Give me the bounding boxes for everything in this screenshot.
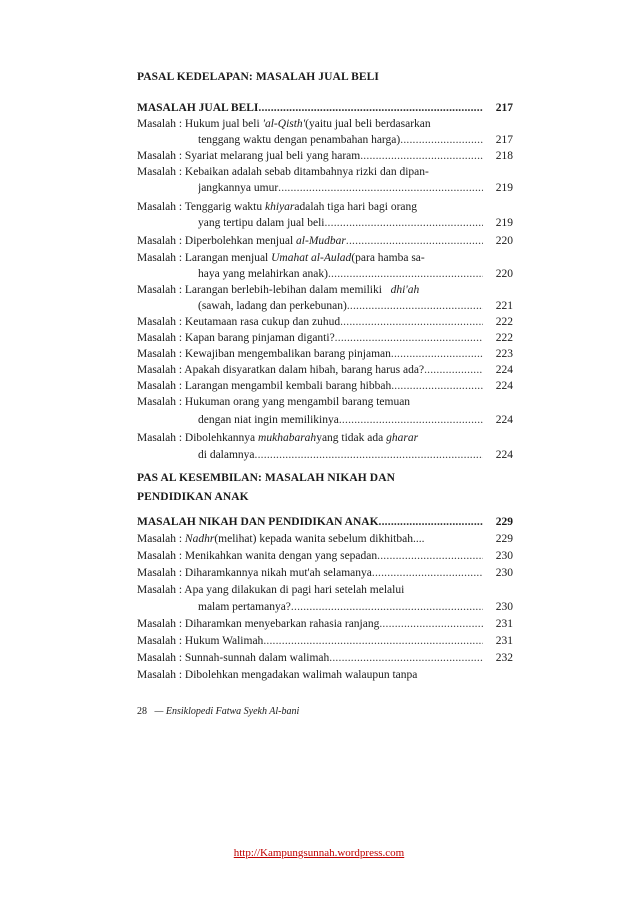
entry-text: Masalah : Kewajiban mengembalikan barang pinjaman <box>137 348 391 360</box>
leader-dots <box>379 616 483 632</box>
section-title: MASALAH NIKAH DAN PENDIDIKAN ANAK <box>137 516 379 528</box>
page-number: 217 <box>495 134 513 146</box>
page-number: 231 <box>495 618 513 630</box>
leader-dots <box>339 412 483 428</box>
toc-entry-line <box>137 314 513 330</box>
entry-text: Masalah : Dibolehkannya <box>137 432 256 444</box>
entry-text: Masalah : Diharamkan menyebarkan rahasia ranjang <box>137 618 380 630</box>
chapter-title-line: PENDIDIKAN ANAK <box>137 491 249 503</box>
entry-text: Masalah : Hukuman orang yang mengambil barang temuan <box>137 396 411 408</box>
leader-dots <box>328 266 483 282</box>
page-number: 219 <box>495 217 513 229</box>
entry-text: Masalah : Keutamaan rasa cukup dan zuhud <box>137 316 341 328</box>
leader-dots <box>347 298 483 314</box>
leader-dots <box>391 378 483 394</box>
toc-entry-line <box>137 650 513 666</box>
entry-text: yang tertipu dalam jual beli <box>198 217 325 229</box>
entry-text: (yaitu jual beli berdasarkan <box>305 118 431 130</box>
toc-entry-line <box>137 116 513 132</box>
entry-text: dengan niat ingin memilikinya <box>198 414 339 426</box>
toc-entry-line <box>137 565 513 581</box>
toc-entry-line <box>137 548 513 564</box>
entry-italic: gharar <box>386 432 419 444</box>
toc-entry-line <box>137 330 513 346</box>
leader-dots <box>340 314 483 330</box>
page-number: 229 <box>495 533 513 545</box>
toc-entry-line <box>137 582 513 598</box>
toc-entry-line <box>137 250 513 266</box>
entry-text: Masalah : Diharamkannya nikah mut'ah selamanya <box>137 567 372 579</box>
toc-entry-line <box>137 346 513 362</box>
page-number: 230 <box>495 567 513 579</box>
toc-entry-line <box>137 394 513 410</box>
entry-text: Masalah : Sunnah-sunnah dalam walimah <box>137 652 330 664</box>
page-number: 230 <box>495 550 513 562</box>
section-title: MASALAH JUAL BELI <box>137 102 259 114</box>
leader-dots <box>346 233 483 249</box>
page-number: 224 <box>495 380 513 392</box>
page-number: 217 <box>495 102 513 114</box>
toc-entry-line <box>137 412 513 428</box>
toc-entry-line <box>137 215 513 231</box>
toc-entry-line <box>137 599 513 615</box>
toc-entry-line <box>137 447 513 463</box>
entry-text: Masalah : Larangan menjual <box>137 252 269 264</box>
entry-italic: Nadhr <box>184 533 215 545</box>
toc-entry-line <box>137 233 513 249</box>
toc-entry-line <box>137 282 513 298</box>
chapter-title-line: PAS AL KESEMBILAN: MASALAH NIKAH DAN <box>137 472 396 484</box>
toc-entry-line <box>137 362 513 378</box>
toc-entry-line <box>137 266 513 282</box>
leader-dots <box>258 100 483 116</box>
page-number: 218 <box>495 150 513 162</box>
entry-text: Masalah : Kapan barang pinjaman diganti? <box>137 332 335 344</box>
entry-text: (melihat) kepada wanita sebelum dikhitbah.... <box>214 533 425 545</box>
entry-text: Masalah : <box>137 533 183 545</box>
page-number: 219 <box>495 182 513 194</box>
toc-entry-line <box>137 132 513 148</box>
leader-dots <box>377 548 483 564</box>
entry-text: Masalah : Diperbolehkan menjual <box>137 235 294 247</box>
entry-text: tenggang waktu dengan penambahan harga) <box>198 134 401 146</box>
page-number: 231 <box>495 635 513 647</box>
entry-text: Masalah : Larangan berlebih-lebihan dalam memiliki <box>137 284 382 296</box>
page-number: 223 <box>495 348 513 360</box>
website-link[interactable]: http://Kampungsunnah.wordpress.com <box>233 847 405 859</box>
entry-text: haya yang melahirkan anak) <box>198 268 328 280</box>
leader-dots <box>360 148 483 164</box>
page-number: 222 <box>495 316 513 328</box>
leader-dots <box>391 346 483 362</box>
toc-entry-line <box>137 199 513 215</box>
entry-text: Masalah : Apakah disyaratkan dalam hibah, barang harus ada? <box>137 364 425 376</box>
entry-text: adalah tiga hari bagi orang <box>294 201 418 213</box>
section-row <box>137 100 513 116</box>
toc-entry-line <box>137 298 513 314</box>
leader-dots <box>329 650 483 666</box>
page-number: 220 <box>495 235 513 247</box>
page-number: 220 <box>495 268 513 280</box>
entry-text: malam pertamanya? <box>198 601 291 613</box>
entry-italic: Umahat al-Aulad <box>271 252 352 264</box>
leader-dots <box>255 447 483 463</box>
entry-text: yang tidak ada <box>316 432 384 444</box>
leader-dots <box>400 132 483 148</box>
leader-dots <box>263 633 483 649</box>
leader-dots <box>424 362 483 378</box>
toc-entry-line <box>137 633 513 649</box>
footer-book-title: — Ensiklopedi Fatwa Syekh Al-bani <box>154 706 300 717</box>
entry-italic: khiyar <box>265 201 295 213</box>
leader-dots <box>278 180 483 196</box>
leader-dots <box>335 330 483 346</box>
leader-dots <box>372 565 483 581</box>
entry-text: Masalah : Apa yang dilakukan di pagi hari setelah melalui <box>137 584 405 596</box>
page-number: 222 <box>495 332 513 344</box>
entry-text: Masalah : Tenggarig waktu <box>137 201 263 213</box>
page-footer <box>137 706 299 718</box>
toc-entry-line <box>137 180 513 196</box>
leader-dots <box>291 599 483 615</box>
entry-text: (para hamba sa- <box>351 252 425 264</box>
entry-text: Masalah : Hukum jual beli <box>137 118 260 130</box>
toc-entry-line <box>137 148 513 164</box>
page-number: 230 <box>495 601 513 613</box>
toc-entry-line <box>137 378 513 394</box>
entry-italic: al-Mudbar <box>296 235 346 247</box>
toc-entry-line <box>137 164 513 180</box>
entry-text: Masalah : Kebaikan adalah sebab ditambahnya rizki dan dipan- <box>137 166 429 178</box>
entry-italic: 'al-Qisth' <box>262 118 306 130</box>
page-number: 224 <box>495 364 513 376</box>
leader-dots <box>324 215 483 231</box>
chapter-9-title <box>137 469 497 507</box>
entry-italic: dhi'ah <box>390 284 420 296</box>
footer-page-number: 28 <box>137 706 147 717</box>
toc-entry-line <box>137 430 513 446</box>
page-number: 224 <box>495 414 513 426</box>
entry-italic: mukhabarah <box>258 432 317 444</box>
entry-text: Masalah : Syariat melarang jual beli yang haram <box>137 150 361 162</box>
toc-entry-line <box>137 531 513 547</box>
section-row <box>137 514 513 530</box>
page-number: 221 <box>495 300 513 312</box>
entry-text: Masalah : Menikahkan wanita dengan yang sepadan <box>137 550 378 562</box>
entry-text: Masalah : Larangan mengambil kembali barang hibbah <box>137 380 392 392</box>
entry-text: (sawah, ladang dan perkebunan) <box>198 300 347 312</box>
page-number: 224 <box>495 449 513 461</box>
toc-entry-line <box>137 667 513 683</box>
entry-text: di dalamnya <box>198 449 255 461</box>
leader-dots <box>379 514 483 530</box>
page-number: 232 <box>495 652 513 664</box>
entry-text: jangkannya umur <box>198 182 279 194</box>
toc-entry-line <box>137 616 513 632</box>
entry-text: Masalah : Dibolehkan mengadakan walimah walaupun tanpa <box>137 669 418 681</box>
chapter-8-title: PASAL KEDELAPAN: MASALAH JUAL BELI <box>137 71 379 83</box>
page-number: 229 <box>495 516 513 528</box>
entry-text: Masalah : Hukum Walimah <box>137 635 264 647</box>
